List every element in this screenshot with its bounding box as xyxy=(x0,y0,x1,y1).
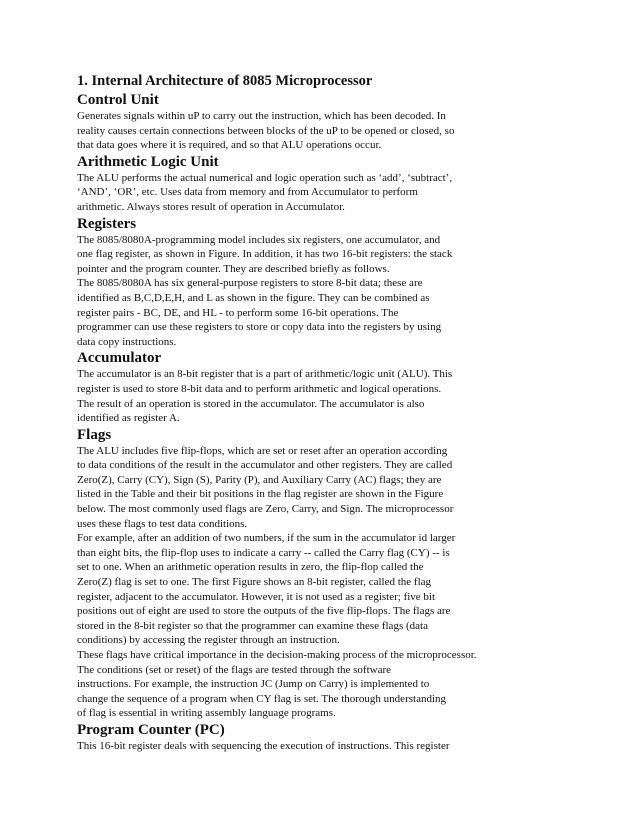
text-line: For example, after an addition of two numbers, if the sum in the accumulator id larger xyxy=(77,532,456,545)
paragraph xyxy=(77,531,557,648)
section-heading: Flags xyxy=(77,426,112,443)
text-line: The result of an operation is stored in the accumulator. The accumulator is also xyxy=(77,397,425,410)
text-line: to data conditions of the result in the accumulator and other registers. They are called xyxy=(77,459,453,472)
text-line: identified as B,C,D,E,H, and L as shown in the figure. They can be combined as xyxy=(77,291,430,304)
section-heading: Control Unit xyxy=(77,92,159,108)
document-body xyxy=(77,72,557,754)
text-line: Generates signals within uP to carry out the instruction, which has been decoded. In xyxy=(77,110,446,122)
text-line: conditions) by accessing the register through an instruction. xyxy=(77,634,340,647)
text-line: data copy instructions. xyxy=(77,335,177,348)
section-heading: Program Counter (PC) xyxy=(77,721,225,738)
text-line: The ALU performs the actual numerical and logic operation such as ‘add’, ‘subtract’, xyxy=(77,171,453,184)
paragraph xyxy=(77,233,557,277)
paragraph xyxy=(77,739,557,754)
text-line: programmer can use these registers to store or copy data into the registers by using xyxy=(77,321,442,334)
text-line: register is used to store 8-bit data and to perform arithmetic and logical operations. xyxy=(77,382,442,395)
section-heading: Accumulator xyxy=(77,350,162,367)
paragraph xyxy=(77,109,557,153)
text-line: one flag register, as shown in Figure. In addition, it has two 16-bit registers: the stack xyxy=(77,248,453,261)
text-line: positions out of eight are used to store the outputs of the five flip-flops. The flags are xyxy=(77,605,451,618)
text-line: These flags have critical importance in the decision-making process of the microprocessor. xyxy=(77,649,477,661)
text-line: that data goes where it is required, and so that ALU operations occur. xyxy=(77,139,382,152)
text-line: below. The most commonly used flags are Zero, Carry, and Sign. The microprocessor xyxy=(77,503,454,516)
text-line: The conditions (set or reset) of the flags are tested through the software xyxy=(77,663,392,676)
text-line: stored in the 8-bit register so that the programmer can examine these flags (data xyxy=(77,619,428,632)
text-line: identified as register A. xyxy=(77,412,180,425)
text-line: uses these flags to test data conditions. xyxy=(77,517,248,530)
section-heading: Arithmetic Logic Unit xyxy=(77,153,219,170)
paragraph xyxy=(77,276,557,349)
document-title: 1. Internal Architecture of 8085 Microprocessor xyxy=(77,73,373,89)
paragraph xyxy=(77,367,557,425)
text-line: pointer and the program counter. They are described briefly as follows. xyxy=(77,262,390,275)
text-line: arithmetic. Always stores result of operation in Accumulator. xyxy=(77,200,345,213)
paragraph xyxy=(77,171,557,215)
text-line: The 8085/8080A has six general-purpose registers to store 8-bit data; these are xyxy=(77,277,423,290)
text-line: register, adjacent to the accumulator. However, it is not used as a register; five bit xyxy=(77,590,436,603)
text-line: register pairs - BC, DE, and HL - to perform some 16-bit operations. The xyxy=(77,306,399,319)
text-line: The ALU includes five flip-flops, which are set or reset after an operation according xyxy=(77,444,448,457)
text-line: Zero(Z), Carry (CY), Sign (S), Parity (P), and Auxiliary Carry (AC) flags; they are xyxy=(77,473,442,486)
text-line: set to one. When an arithmetic operation results in zero, the flip-flop called the xyxy=(77,561,424,574)
text-line: The 8085/8080A-programming model includes six registers, one accumulator, and xyxy=(77,233,441,246)
text-line: ‘AND’, ‘OR’, etc. Uses data from memory and from Accumulator to perform xyxy=(77,186,418,199)
section-heading: Registers xyxy=(77,215,137,232)
text-line: This 16-bit register deals with sequencing the execution of instructions. This register xyxy=(77,739,450,752)
text-line: change the sequence of a program when CY flag is set. The thorough understanding xyxy=(77,692,447,705)
text-line: Zero(Z) flag is set to one. The first Figure shows an 8-bit register, called the flag xyxy=(77,576,432,589)
text-line: than eight bits, the flip-flop uses to indicate a carry -- called the Carry flag (CY) -- is xyxy=(77,546,450,559)
text-line: of flag is essential in writing assembly language programs. xyxy=(77,707,336,720)
text-line: instructions. For example, the instruction JC (Jump on Carry) is implemented to xyxy=(77,678,430,691)
paragraph xyxy=(77,444,557,532)
paragraph xyxy=(77,648,557,721)
text-line: The accumulator is an 8-bit register that is a part of arithmetic/logic unit (ALU). This xyxy=(77,368,453,381)
text-line: reality causes certain connections between blocks of the uP to be opened or closed, so xyxy=(77,124,455,137)
text-line: listed in the Table and their bit positions in the flag register are shown in the Figure xyxy=(77,488,444,501)
